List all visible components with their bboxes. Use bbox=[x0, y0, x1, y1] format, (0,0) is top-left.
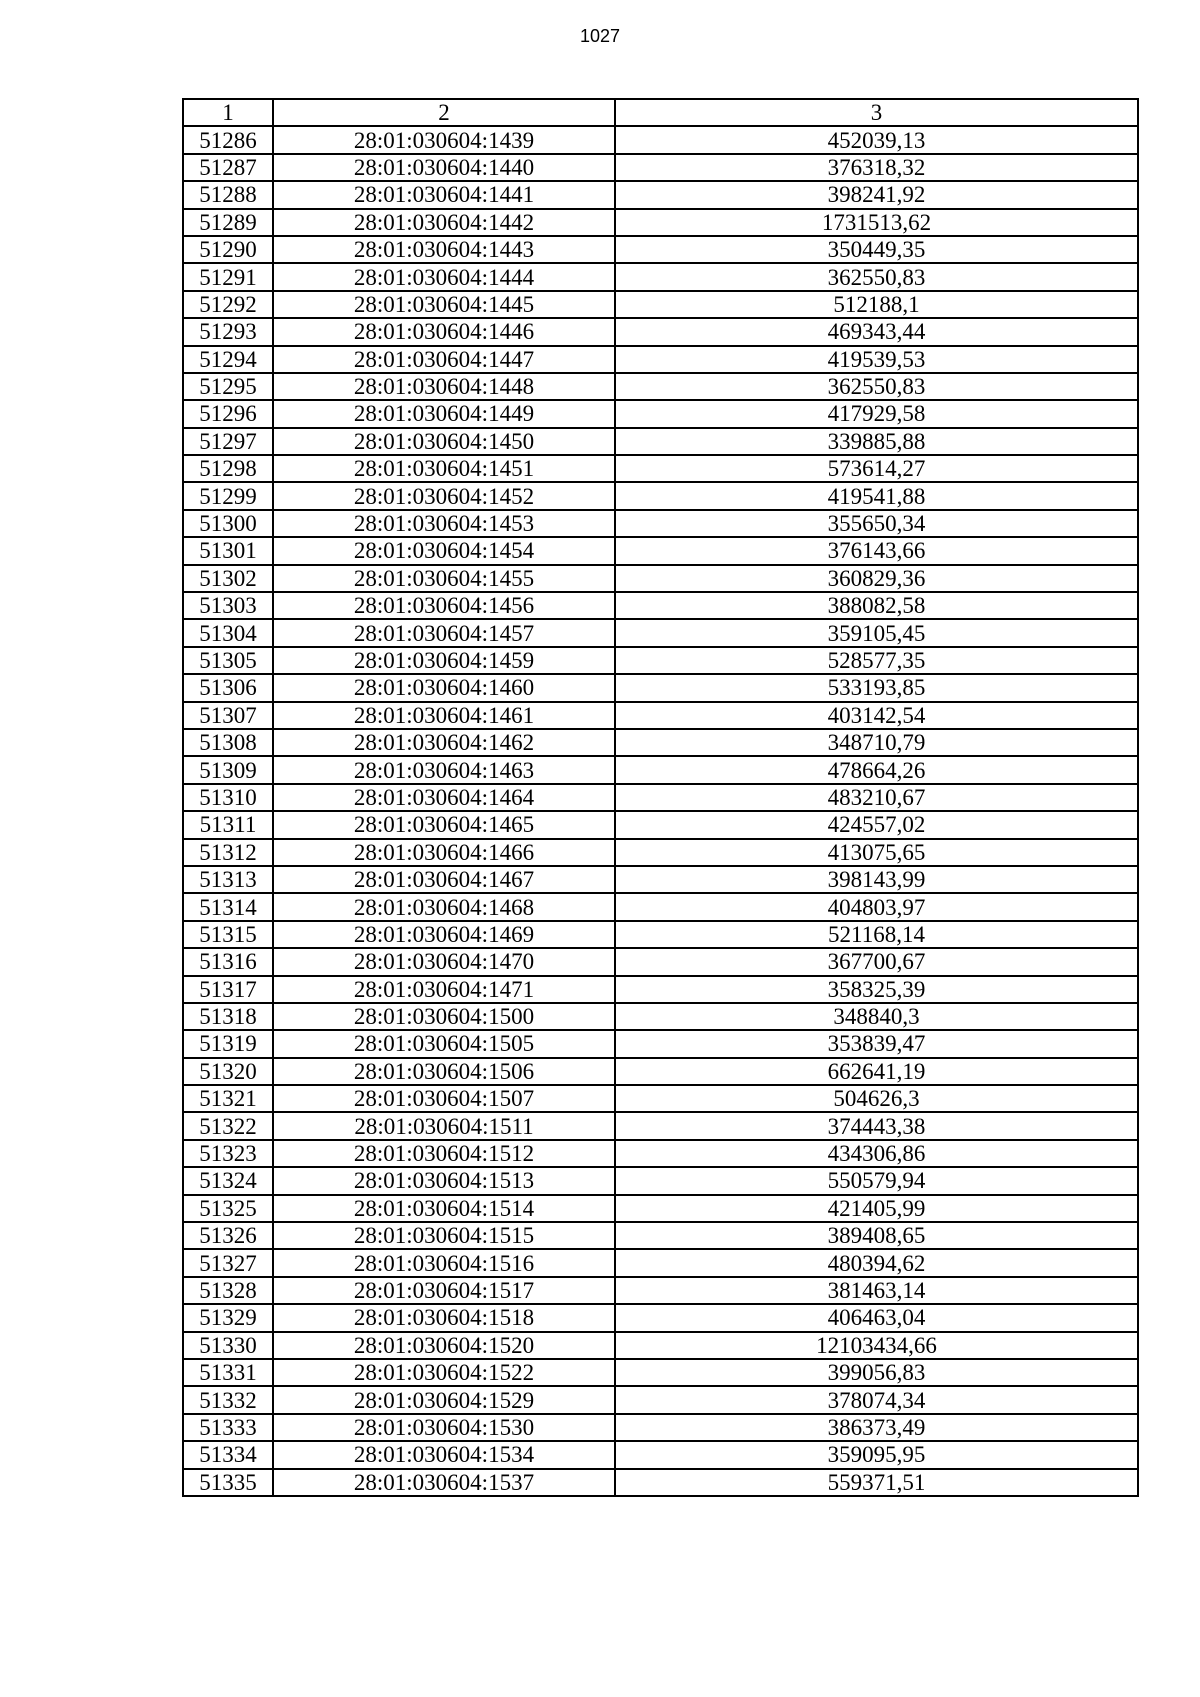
cadastral-number-cell: 28:01:030604:1461 bbox=[273, 702, 615, 729]
row-number-cell: 51329 bbox=[183, 1304, 273, 1331]
cadastral-number-cell: 28:01:030604:1468 bbox=[273, 893, 615, 920]
cadastral-number-cell: 28:01:030604:1452 bbox=[273, 482, 615, 509]
row-number-cell: 51287 bbox=[183, 154, 273, 181]
row-number-cell: 51321 bbox=[183, 1085, 273, 1112]
table-row bbox=[183, 647, 1138, 674]
table-row bbox=[183, 1359, 1138, 1386]
cadastral-number-cell: 28:01:030604:1522 bbox=[273, 1359, 615, 1386]
table-row bbox=[183, 181, 1138, 208]
row-number-cell: 51303 bbox=[183, 592, 273, 619]
table-row bbox=[183, 729, 1138, 756]
table-row bbox=[183, 1277, 1138, 1304]
row-number-cell: 51286 bbox=[183, 126, 273, 153]
cadastral-number-cell: 28:01:030604:1459 bbox=[273, 647, 615, 674]
table-row bbox=[183, 1441, 1138, 1468]
row-number-cell: 51327 bbox=[183, 1249, 273, 1276]
column-header-2: 2 bbox=[273, 99, 615, 126]
row-number-cell: 51316 bbox=[183, 948, 273, 975]
table-row bbox=[183, 236, 1138, 263]
table-row bbox=[183, 811, 1138, 838]
table-row bbox=[183, 318, 1138, 345]
table-row bbox=[183, 976, 1138, 1003]
value-cell: 403142,54 bbox=[615, 702, 1138, 729]
row-number-cell: 51288 bbox=[183, 181, 273, 208]
cadastral-number-cell: 28:01:030604:1530 bbox=[273, 1414, 615, 1441]
cadastral-number-cell: 28:01:030604:1444 bbox=[273, 263, 615, 290]
cadastral-number-cell: 28:01:030604:1450 bbox=[273, 428, 615, 455]
row-number-cell: 51324 bbox=[183, 1167, 273, 1194]
value-cell: 413075,65 bbox=[615, 839, 1138, 866]
column-header-1: 1 bbox=[183, 99, 273, 126]
page-number: 1027 bbox=[579, 26, 621, 46]
row-number-cell: 51298 bbox=[183, 455, 273, 482]
table-row bbox=[183, 1195, 1138, 1222]
cadastral-number-cell: 28:01:030604:1470 bbox=[273, 948, 615, 975]
row-number-cell: 51317 bbox=[183, 976, 273, 1003]
row-number-cell: 51294 bbox=[183, 346, 273, 373]
value-cell: 1731513,62 bbox=[615, 209, 1138, 236]
table-header bbox=[183, 99, 1138, 126]
table-row bbox=[183, 674, 1138, 701]
cadastral-number-cell: 28:01:030604:1445 bbox=[273, 291, 615, 318]
table-row bbox=[183, 482, 1138, 509]
value-cell: 512188,1 bbox=[615, 291, 1138, 318]
value-cell: 359105,45 bbox=[615, 619, 1138, 646]
cadastral-number-cell: 28:01:030604:1507 bbox=[273, 1085, 615, 1112]
cadastral-number-cell: 28:01:030604:1456 bbox=[273, 592, 615, 619]
cadastral-number-cell: 28:01:030604:1442 bbox=[273, 209, 615, 236]
value-cell: 469343,44 bbox=[615, 318, 1138, 345]
row-number-cell: 51309 bbox=[183, 756, 273, 783]
row-number-cell: 51301 bbox=[183, 537, 273, 564]
column-header-3: 3 bbox=[615, 99, 1138, 126]
value-cell: 417929,58 bbox=[615, 400, 1138, 427]
table-row bbox=[183, 1249, 1138, 1276]
value-cell: 483210,67 bbox=[615, 784, 1138, 811]
row-number-cell: 51299 bbox=[183, 482, 273, 509]
cadastral-number-cell: 28:01:030604:1529 bbox=[273, 1386, 615, 1413]
cadastral-number-cell: 28:01:030604:1453 bbox=[273, 510, 615, 537]
row-number-cell: 51325 bbox=[183, 1195, 273, 1222]
cadastral-number-cell: 28:01:030604:1464 bbox=[273, 784, 615, 811]
row-number-cell: 51289 bbox=[183, 209, 273, 236]
value-cell: 362550,83 bbox=[615, 373, 1138, 400]
table-row bbox=[183, 291, 1138, 318]
header-row bbox=[183, 99, 1138, 126]
value-cell: 388082,58 bbox=[615, 592, 1138, 619]
cadastral-number-cell: 28:01:030604:1462 bbox=[273, 729, 615, 756]
value-cell: 419539,53 bbox=[615, 346, 1138, 373]
value-cell: 378074,34 bbox=[615, 1386, 1138, 1413]
cadastral-number-cell: 28:01:030604:1500 bbox=[273, 1003, 615, 1030]
cadastral-number-cell: 28:01:030604:1465 bbox=[273, 811, 615, 838]
row-number-cell: 51310 bbox=[183, 784, 273, 811]
table-row bbox=[183, 1469, 1138, 1496]
table-row bbox=[183, 209, 1138, 236]
cadastral-number-cell: 28:01:030604:1471 bbox=[273, 976, 615, 1003]
cadastral-number-cell: 28:01:030604:1520 bbox=[273, 1332, 615, 1359]
table-row bbox=[183, 346, 1138, 373]
table-row bbox=[183, 1414, 1138, 1441]
value-cell: 559371,51 bbox=[615, 1469, 1138, 1496]
value-cell: 359095,95 bbox=[615, 1441, 1138, 1468]
cadastral-number-cell: 28:01:030604:1457 bbox=[273, 619, 615, 646]
row-number-cell: 51318 bbox=[183, 1003, 273, 1030]
row-number-cell: 51290 bbox=[183, 236, 273, 263]
cadastral-number-cell: 28:01:030604:1537 bbox=[273, 1469, 615, 1496]
cadastral-number-cell: 28:01:030604:1467 bbox=[273, 866, 615, 893]
cadastral-number-cell: 28:01:030604:1447 bbox=[273, 346, 615, 373]
row-number-cell: 51319 bbox=[183, 1030, 273, 1057]
value-cell: 348710,79 bbox=[615, 729, 1138, 756]
cadastral-number-cell: 28:01:030604:1441 bbox=[273, 181, 615, 208]
value-cell: 419541,88 bbox=[615, 482, 1138, 509]
cadastral-number-cell: 28:01:030604:1534 bbox=[273, 1441, 615, 1468]
row-number-cell: 51292 bbox=[183, 291, 273, 318]
value-cell: 362550,83 bbox=[615, 263, 1138, 290]
value-cell: 521168,14 bbox=[615, 921, 1138, 948]
cadastral-number-cell: 28:01:030604:1455 bbox=[273, 565, 615, 592]
value-cell: 381463,14 bbox=[615, 1277, 1138, 1304]
row-number-cell: 51312 bbox=[183, 839, 273, 866]
value-cell: 367700,67 bbox=[615, 948, 1138, 975]
value-cell: 528577,35 bbox=[615, 647, 1138, 674]
table-row bbox=[183, 702, 1138, 729]
row-number-cell: 51323 bbox=[183, 1140, 273, 1167]
cadastral-number-cell: 28:01:030604:1466 bbox=[273, 839, 615, 866]
value-cell: 480394,62 bbox=[615, 1249, 1138, 1276]
row-number-cell: 51326 bbox=[183, 1222, 273, 1249]
value-cell: 504626,3 bbox=[615, 1085, 1138, 1112]
row-number-cell: 51311 bbox=[183, 811, 273, 838]
cadastral-number-cell: 28:01:030604:1514 bbox=[273, 1195, 615, 1222]
cadastral-number-cell: 28:01:030604:1449 bbox=[273, 400, 615, 427]
table-row bbox=[183, 893, 1138, 920]
value-cell: 348840,3 bbox=[615, 1003, 1138, 1030]
table-row bbox=[183, 948, 1138, 975]
cadastral-number-cell: 28:01:030604:1506 bbox=[273, 1058, 615, 1085]
value-cell: 550579,94 bbox=[615, 1167, 1138, 1194]
value-cell: 404803,97 bbox=[615, 893, 1138, 920]
value-cell: 573614,27 bbox=[615, 455, 1138, 482]
row-number-cell: 51297 bbox=[183, 428, 273, 455]
table-row bbox=[183, 1304, 1138, 1331]
value-cell: 12103434,66 bbox=[615, 1332, 1138, 1359]
table-body bbox=[183, 126, 1138, 1496]
table-row bbox=[183, 565, 1138, 592]
value-cell: 662641,19 bbox=[615, 1058, 1138, 1085]
cadastral-number-cell: 28:01:030604:1454 bbox=[273, 537, 615, 564]
table-row bbox=[183, 1332, 1138, 1359]
row-number-cell: 51333 bbox=[183, 1414, 273, 1441]
row-number-cell: 51305 bbox=[183, 647, 273, 674]
value-cell: 452039,13 bbox=[615, 126, 1138, 153]
row-number-cell: 51300 bbox=[183, 510, 273, 537]
table-row bbox=[183, 510, 1138, 537]
row-number-cell: 51291 bbox=[183, 263, 273, 290]
cadastral-number-cell: 28:01:030604:1446 bbox=[273, 318, 615, 345]
cadastral-number-cell: 28:01:030604:1451 bbox=[273, 455, 615, 482]
row-number-cell: 51308 bbox=[183, 729, 273, 756]
value-cell: 533193,85 bbox=[615, 674, 1138, 701]
row-number-cell: 51315 bbox=[183, 921, 273, 948]
row-number-cell: 51313 bbox=[183, 866, 273, 893]
row-number-cell: 51306 bbox=[183, 674, 273, 701]
row-number-cell: 51304 bbox=[183, 619, 273, 646]
value-cell: 376318,32 bbox=[615, 154, 1138, 181]
table-row bbox=[183, 592, 1138, 619]
value-cell: 399056,83 bbox=[615, 1359, 1138, 1386]
table-row bbox=[183, 428, 1138, 455]
table-row bbox=[183, 1003, 1138, 1030]
cadastral-number-cell: 28:01:030604:1443 bbox=[273, 236, 615, 263]
table-row bbox=[183, 1030, 1138, 1057]
table-row bbox=[183, 839, 1138, 866]
value-cell: 434306,86 bbox=[615, 1140, 1138, 1167]
cadastral-number-cell: 28:01:030604:1515 bbox=[273, 1222, 615, 1249]
table-row bbox=[183, 373, 1138, 400]
table-row bbox=[183, 154, 1138, 181]
table-row bbox=[183, 455, 1138, 482]
cadastral-number-cell: 28:01:030604:1460 bbox=[273, 674, 615, 701]
value-cell: 350449,35 bbox=[615, 236, 1138, 263]
table-row bbox=[183, 126, 1138, 153]
cadastral-number-cell: 28:01:030604:1469 bbox=[273, 921, 615, 948]
value-cell: 386373,49 bbox=[615, 1414, 1138, 1441]
value-cell: 398143,99 bbox=[615, 866, 1138, 893]
value-cell: 353839,47 bbox=[615, 1030, 1138, 1057]
table-row bbox=[183, 1167, 1138, 1194]
row-number-cell: 51296 bbox=[183, 400, 273, 427]
value-cell: 339885,88 bbox=[615, 428, 1138, 455]
row-number-cell: 51307 bbox=[183, 702, 273, 729]
row-number-cell: 51330 bbox=[183, 1332, 273, 1359]
table-row bbox=[183, 619, 1138, 646]
cadastral-number-cell: 28:01:030604:1513 bbox=[273, 1167, 615, 1194]
row-number-cell: 51293 bbox=[183, 318, 273, 345]
cadastral-number-cell: 28:01:030604:1505 bbox=[273, 1030, 615, 1057]
table-row bbox=[183, 866, 1138, 893]
table-row bbox=[183, 400, 1138, 427]
table-row bbox=[183, 1386, 1138, 1413]
row-number-cell: 51334 bbox=[183, 1441, 273, 1468]
cadastral-number-cell: 28:01:030604:1518 bbox=[273, 1304, 615, 1331]
value-cell: 424557,02 bbox=[615, 811, 1138, 838]
table-row bbox=[183, 1112, 1138, 1139]
registry-table bbox=[182, 98, 1139, 1497]
table-row bbox=[183, 537, 1138, 564]
cadastral-number-cell: 28:01:030604:1440 bbox=[273, 154, 615, 181]
cadastral-number-cell: 28:01:030604:1448 bbox=[273, 373, 615, 400]
table-row bbox=[183, 1222, 1138, 1249]
value-cell: 421405,99 bbox=[615, 1195, 1138, 1222]
table-row bbox=[183, 921, 1138, 948]
row-number-cell: 51328 bbox=[183, 1277, 273, 1304]
cadastral-number-cell: 28:01:030604:1516 bbox=[273, 1249, 615, 1276]
row-number-cell: 51335 bbox=[183, 1469, 273, 1496]
cadastral-number-cell: 28:01:030604:1439 bbox=[273, 126, 615, 153]
row-number-cell: 51302 bbox=[183, 565, 273, 592]
cadastral-number-cell: 28:01:030604:1512 bbox=[273, 1140, 615, 1167]
row-number-cell: 51322 bbox=[183, 1112, 273, 1139]
value-cell: 358325,39 bbox=[615, 976, 1138, 1003]
table-row bbox=[183, 784, 1138, 811]
row-number-cell: 51320 bbox=[183, 1058, 273, 1085]
table-row bbox=[183, 263, 1138, 290]
row-number-cell: 51331 bbox=[183, 1359, 273, 1386]
table-row bbox=[183, 1140, 1138, 1167]
value-cell: 398241,92 bbox=[615, 181, 1138, 208]
value-cell: 406463,04 bbox=[615, 1304, 1138, 1331]
cadastral-number-cell: 28:01:030604:1463 bbox=[273, 756, 615, 783]
row-number-cell: 51314 bbox=[183, 893, 273, 920]
table-row bbox=[183, 1085, 1138, 1112]
cadastral-number-cell: 28:01:030604:1517 bbox=[273, 1277, 615, 1304]
table-row bbox=[183, 756, 1138, 783]
row-number-cell: 51332 bbox=[183, 1386, 273, 1413]
cadastral-number-cell: 28:01:030604:1511 bbox=[273, 1112, 615, 1139]
value-cell: 360829,36 bbox=[615, 565, 1138, 592]
value-cell: 355650,34 bbox=[615, 510, 1138, 537]
row-number-cell: 51295 bbox=[183, 373, 273, 400]
value-cell: 389408,65 bbox=[615, 1222, 1138, 1249]
table-row bbox=[183, 1058, 1138, 1085]
value-cell: 478664,26 bbox=[615, 756, 1138, 783]
value-cell: 374443,38 bbox=[615, 1112, 1138, 1139]
value-cell: 376143,66 bbox=[615, 537, 1138, 564]
